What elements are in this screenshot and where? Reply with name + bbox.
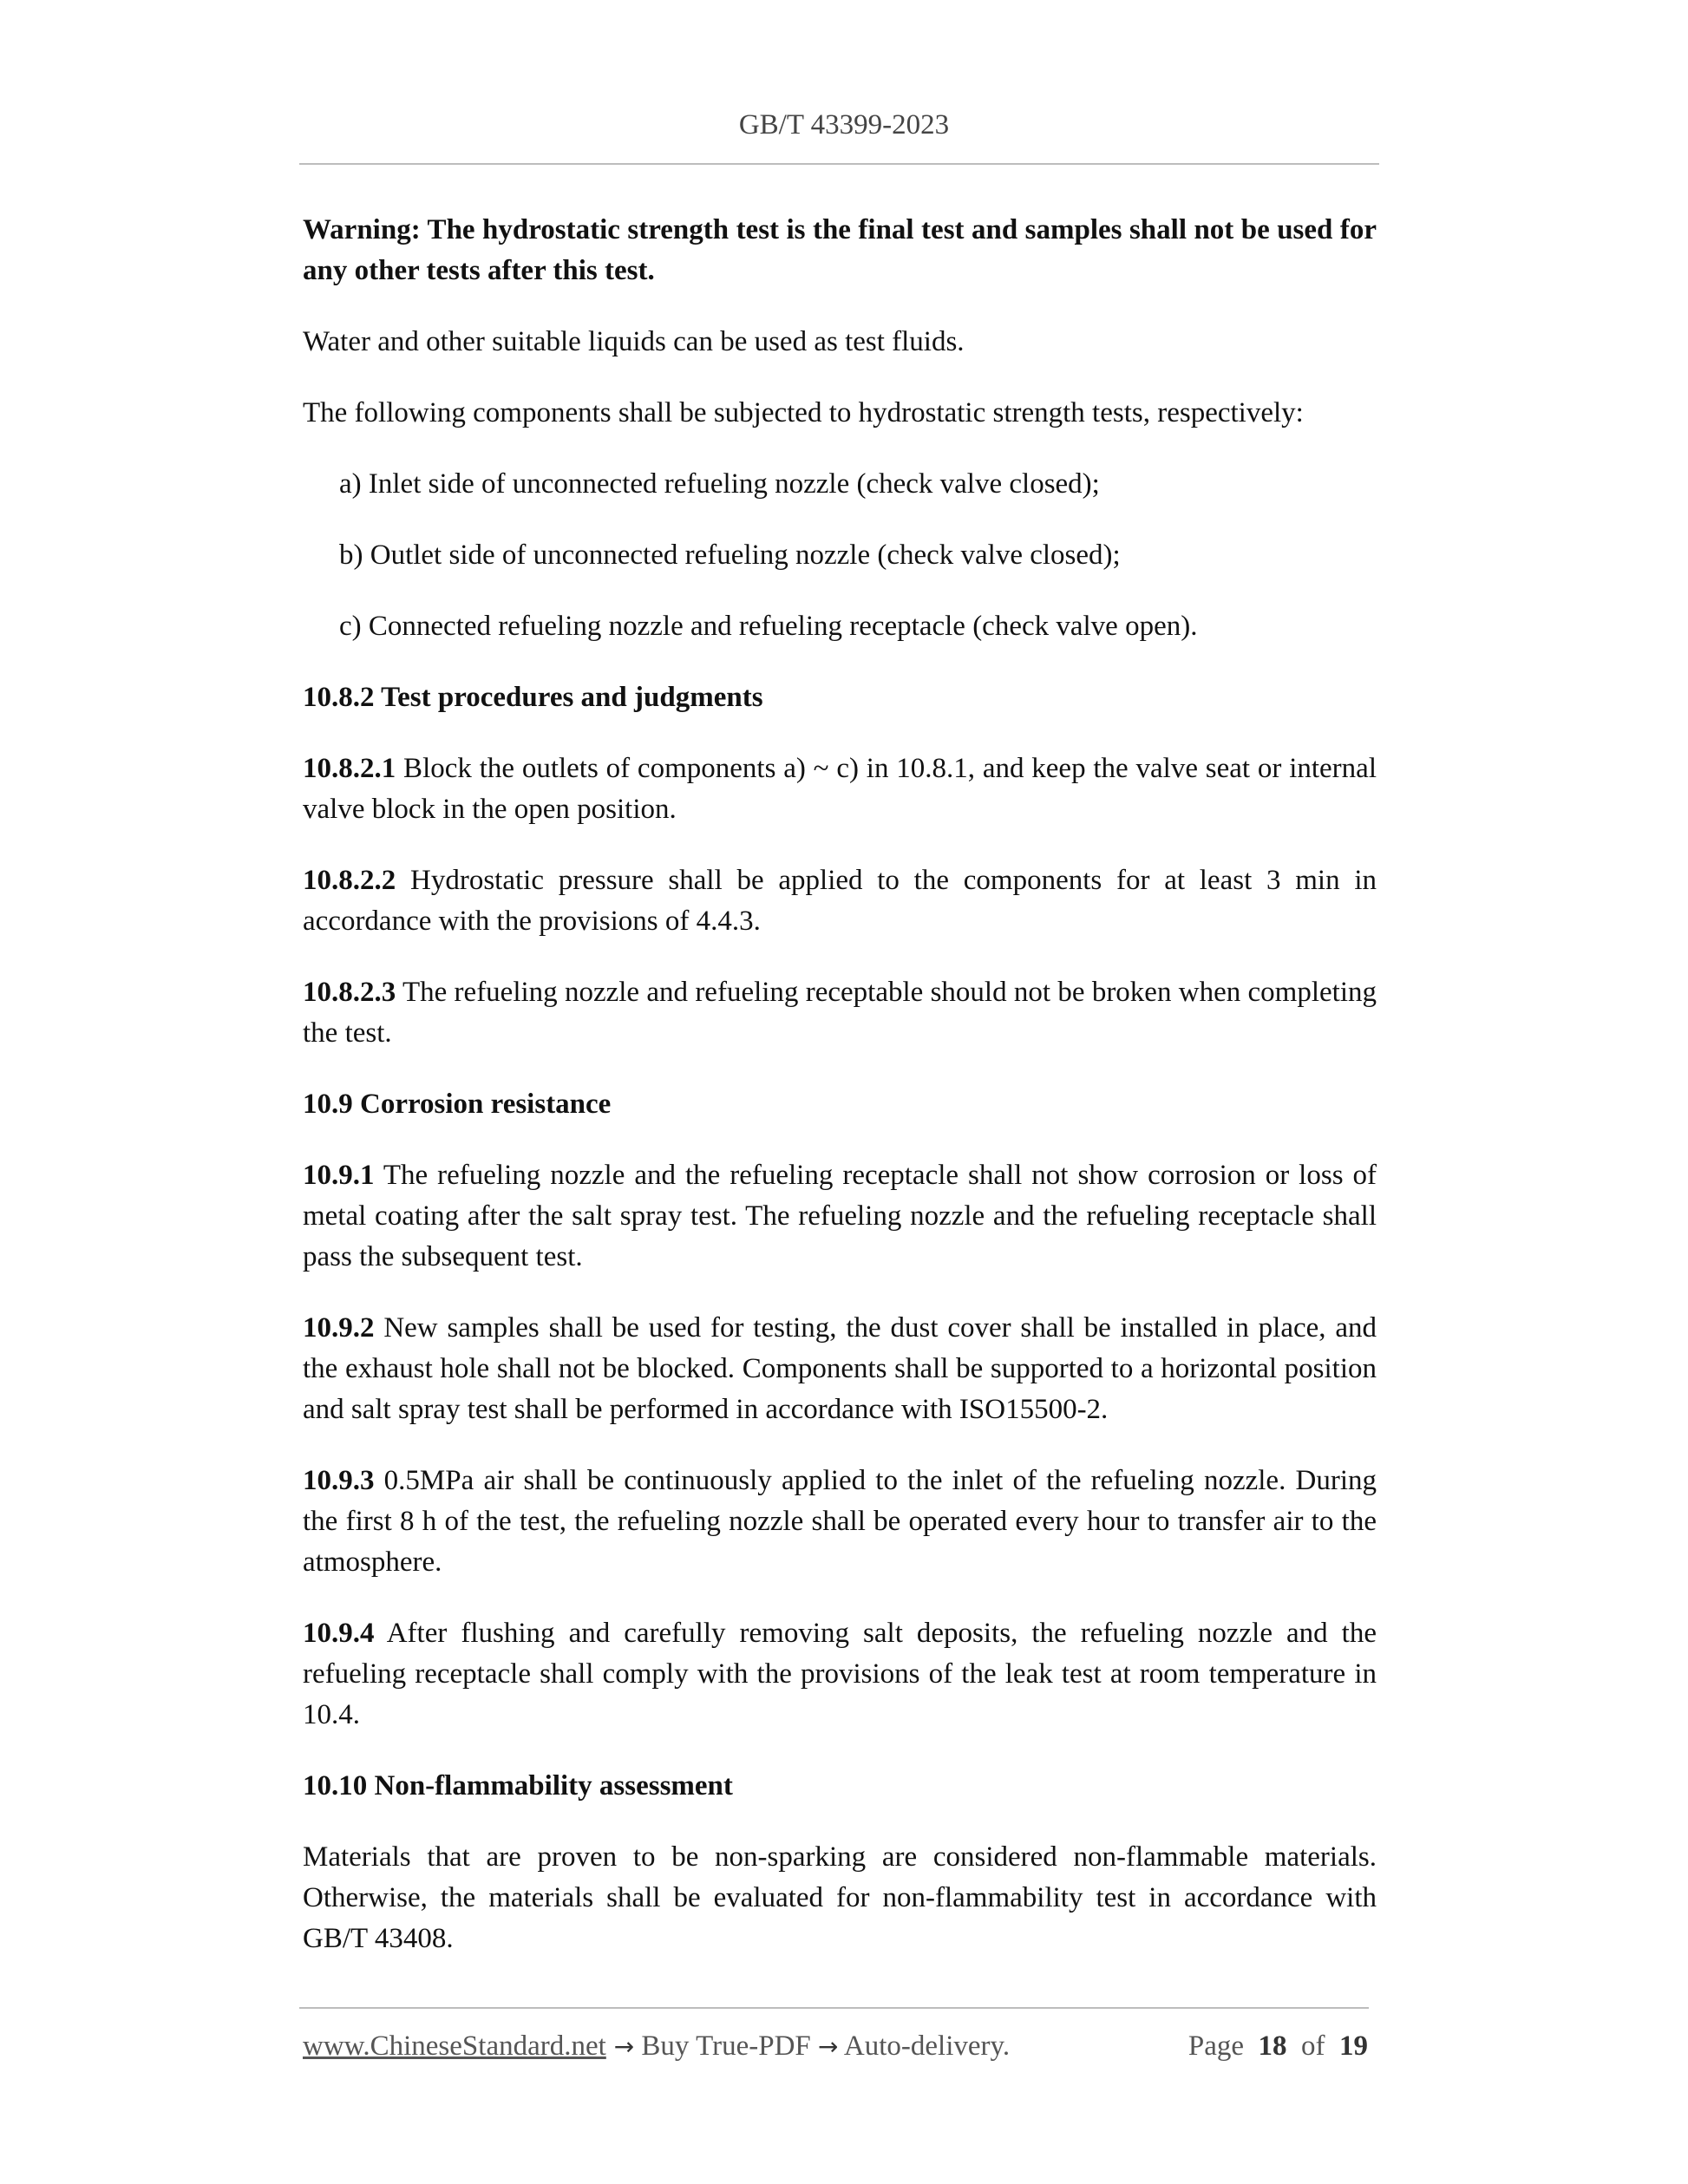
list-item-a: a) Inlet side of unconnected refueling nozzle (check valve closed); [339, 468, 1100, 500]
clause-10-9-1 [303, 1155, 1377, 1278]
section-heading-10-8-2: 10.8.2 Test procedures and judgments [303, 682, 763, 713]
of-label: of [1301, 2030, 1325, 2062]
clause-number: 10.8.2.2 [303, 865, 396, 896]
arrow-right-icon: → [605, 2032, 635, 2061]
section-heading-10-10: 10.10 Non-flammability assessment [303, 1770, 733, 1801]
clause-number: 10.9.3 [303, 1465, 375, 1496]
clause-text: 0.5MPa air shall be continuously applied to the inlet of the refueling nozzle. During the first 8 h of the test, the refueling nozzle shall be operated every hour to transfer air to the atmosphere. [303, 1465, 1377, 1578]
header-divider [299, 163, 1379, 165]
clause-text: Block the outlets of components a) ~ c) in 10.8.1, and keep the valve seat or internal valve block in the open position. [303, 753, 1377, 825]
current-page-number: 18 [1258, 2030, 1287, 2062]
clause-10-8-2-3 [303, 972, 1377, 1054]
page-number-info [1188, 2027, 1368, 2065]
chinesestandard-link[interactable]: www.ChineseStandard.net [303, 2030, 606, 2062]
clause-number: 10.9.2 [303, 1312, 375, 1344]
document-body [303, 210, 1377, 1990]
clause-10-9-2 [303, 1308, 1377, 1430]
clause-text: New samples shall be used for testing, the dust cover shall be installed in place, and the exhaust hole shall not be blocked. Components shall be supported to a horizontal position and salt spray test shall be performed in accordance with ISO15500-2. [303, 1312, 1377, 1425]
list-item-c: c) Connected refueling nozzle and refueling receptacle (check valve open). [339, 611, 1198, 642]
clause-number: 10.9.1 [303, 1160, 375, 1191]
paragraph-test-fluids: Water and other suitable liquids can be used as test fluids. [303, 326, 965, 357]
clause-text: The refueling nozzle and refueling receptable should not be broken when completing the test. [303, 977, 1377, 1049]
clause-text: Hydrostatic pressure shall be applied to the components for at least 3 min in accordance with the provisions of 4.4.3. [303, 865, 1377, 937]
clause-text: After flushing and carefully removing salt deposits, the refueling nozzle and the refueling receptacle shall comply with the provisions of the leak test at room temperature in 10.4. [303, 1618, 1377, 1730]
list-item-b: b) Outlet side of unconnected refueling nozzle (check valve closed); [339, 539, 1121, 571]
section-heading-10-9: 10.9 Corrosion resistance [303, 1089, 612, 1120]
clause-10-8-2-2 [303, 860, 1377, 942]
page-header-title: GB/T 43399-2023 [738, 109, 950, 141]
footer-divider [299, 2007, 1369, 2009]
clause-10-9-4 [303, 1613, 1377, 1736]
buy-true-pdf-text: Buy True-PDF [634, 2030, 818, 2062]
clause-text: The refueling nozzle and the refueling receptacle shall not show corrosion or loss of metal coating after the salt spray test. The refueling nozzle and the refueling receptacle shall pass the subsequent test. [303, 1160, 1377, 1272]
warning-note: Warning: The hydrostatic strength test is the final test and samples shall not be used for any other tests after this test. [303, 214, 1377, 286]
paragraph-non-flammable: Materials that are proven to be non-sparking are considered non-flammable materials. Otherwise, the materials shall be evaluated for non-flammability test in accordance with GB/T 43408. [303, 1841, 1377, 1954]
auto-delivery-text: Auto-delivery. [838, 2030, 1011, 2062]
clause-number: 10.9.4 [303, 1618, 375, 1649]
paragraph-components-intro: The following components shall be subjected to hydrostatic strength tests, respectively: [303, 397, 1304, 428]
clause-number: 10.8.2.1 [303, 753, 396, 784]
clause-10-8-2-1 [303, 749, 1377, 830]
page-label: Page [1187, 2030, 1244, 2062]
page-footer [303, 2027, 1368, 2066]
clause-10-9-3 [303, 1461, 1377, 1583]
clause-number: 10.8.2.3 [303, 977, 396, 1008]
total-page-number: 19 [1339, 2030, 1368, 2062]
arrow-right-icon: → [818, 2032, 839, 2061]
